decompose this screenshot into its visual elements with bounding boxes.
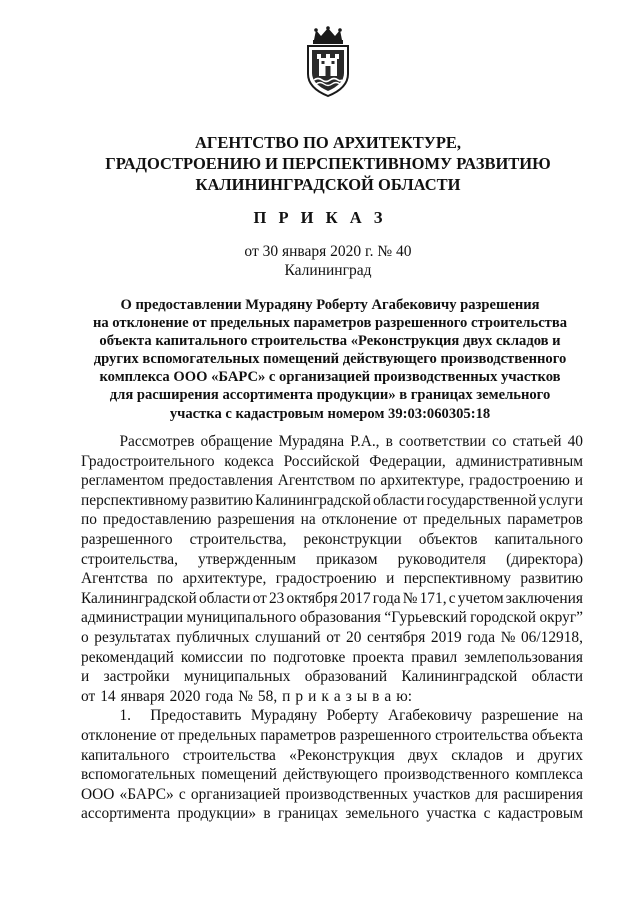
body-word: “Гурьевский — [384, 609, 467, 627]
body-word: двух — [407, 746, 438, 764]
subject-line: О предоставлении Мурадяну Роберту Агабековичу разрешения — [120, 297, 540, 313]
body-word: ООО — [81, 785, 115, 803]
body-word: развитию — [190, 491, 253, 509]
subject-line: комплекса ООО «БАРС» с организацией производственных участков — [99, 369, 561, 386]
body-word: застройки — [103, 668, 170, 686]
body-word: области — [531, 668, 583, 686]
body-line — [81, 491, 583, 511]
body-line — [81, 510, 583, 530]
body-word: «Реконструкция — [289, 746, 395, 764]
body-word: (директора) — [506, 550, 583, 568]
body-word: области — [198, 589, 251, 607]
body-word: Калининградской — [401, 668, 518, 686]
body-line — [81, 648, 583, 668]
body-word: октября — [286, 589, 338, 607]
body-word: по — [157, 570, 174, 588]
body-line — [81, 746, 583, 766]
body-word: капитального — [81, 746, 170, 764]
body-word: строительства — [182, 746, 276, 764]
order-subject — [70, 296, 590, 423]
body-word: заключения — [505, 589, 583, 607]
body-word: соответствии — [398, 433, 486, 450]
body-word: о — [81, 628, 89, 646]
body-line — [81, 452, 583, 472]
body-word: руководителя — [397, 550, 486, 568]
order-city: Калининград — [284, 262, 372, 279]
body-word: перспективному — [81, 491, 189, 509]
body-word: проекта — [352, 648, 405, 666]
body-word: от — [81, 687, 96, 705]
body-word: разрешения — [217, 511, 295, 529]
body-word: рекомендаций — [81, 648, 174, 666]
body-line — [81, 530, 583, 550]
body-word: земельного — [345, 805, 420, 823]
body-line — [81, 628, 583, 648]
body-word: реконструкции — [303, 530, 402, 548]
body-word: года — [467, 628, 496, 646]
body-line — [81, 706, 583, 726]
body-word: администрации — [81, 609, 184, 627]
body-word: регламентом — [81, 472, 165, 490]
body-word: вспомогательных — [81, 766, 196, 784]
body-word: года — [372, 589, 401, 607]
body-word: с — [448, 589, 456, 607]
body-word: 06/12918, — [520, 628, 583, 646]
body-word: области — [373, 491, 425, 509]
body-word: и — [81, 668, 90, 686]
body-word: ы — [356, 687, 368, 705]
body-word: комплекса — [515, 766, 583, 784]
subject-line: объекта капитального строительства «Реконструкция двух складов и — [99, 333, 561, 350]
body-word: землепользования — [464, 648, 583, 666]
subject-line: других вспомогательных помещений действующего производственного — [93, 351, 567, 368]
body-word: разрешение — [481, 707, 559, 725]
body-word: по — [359, 472, 376, 490]
body-line — [81, 667, 583, 687]
body-line — [81, 569, 583, 589]
body-word: Мурадяна — [278, 433, 345, 450]
body-word: предельных — [178, 726, 257, 744]
body-word: 171, — [419, 589, 447, 607]
body-word: к — [321, 687, 329, 705]
body-word: с — [483, 805, 491, 823]
subject-line: на отклонение от предельных параметров разрешенного строительства — [92, 315, 568, 332]
body-word: ю: — [396, 687, 413, 705]
body-word: от — [160, 726, 175, 744]
body-word: городской — [470, 609, 537, 627]
body-line — [81, 804, 583, 824]
body-word: градостроению — [469, 472, 570, 490]
body-word: 58, — [257, 687, 278, 705]
body-word: слушаний — [254, 628, 321, 646]
body-word: публичных — [176, 628, 250, 646]
body-line — [81, 687, 583, 707]
body-word: строительства, — [81, 550, 178, 568]
agency-name — [80, 132, 576, 195]
body-word: действующего — [283, 766, 378, 784]
body-word: других — [537, 746, 583, 764]
body-word: Рассмотрев — [81, 433, 195, 450]
body-word: предоставлению — [102, 511, 212, 529]
body-word: 23 — [268, 589, 285, 607]
agency-line: ГРАДОСТРОЕНИЮ И ПЕРСПЕКТИВНОМУ РАЗВИТИЮ — [105, 154, 551, 173]
body-word: муниципального — [186, 609, 297, 627]
body-word: и — [308, 687, 317, 705]
body-word: в — [385, 433, 393, 450]
body-word: от — [326, 628, 341, 646]
body-word: 2017 — [339, 589, 371, 607]
body-word: для — [475, 785, 499, 803]
body-word: Агабековичу — [387, 707, 473, 725]
body-word: п — [282, 687, 291, 705]
body-word: кадастровым — [497, 805, 583, 823]
body-word: 2019 — [430, 628, 462, 646]
order-title: П Р И К А З — [253, 208, 387, 227]
body-word: и — [574, 472, 583, 490]
order-date-block — [200, 242, 456, 280]
body-line — [81, 471, 583, 491]
body-word: января — [120, 687, 165, 705]
body-word: на — [567, 707, 583, 725]
body-word: разрешенного — [81, 530, 173, 548]
body-word: отклонение — [81, 726, 157, 744]
body-word: в — [372, 687, 380, 705]
body-word: р — [295, 687, 304, 705]
subject-line: участка с кадастровым номером 39:03:060305:18 — [169, 405, 491, 422]
body-line — [81, 589, 583, 609]
body-word: от — [402, 511, 418, 529]
body-word: комиссии — [180, 648, 244, 666]
body-word: правил — [411, 648, 458, 666]
body-word: № — [500, 628, 516, 646]
body-word: градостроению — [275, 570, 377, 588]
body-word: статьей — [512, 433, 562, 450]
body-word: помещений — [201, 766, 278, 784]
body-word: перспективному — [403, 570, 511, 588]
body-word: кодекса — [224, 452, 274, 470]
body-word: государственной — [426, 491, 537, 509]
body-word: строительства, — [189, 530, 287, 548]
body-word: административным — [455, 452, 583, 470]
body-word: по — [250, 648, 267, 666]
body-word: с — [178, 785, 186, 803]
body-word: отклонение — [321, 511, 398, 529]
body-word: Мурадяну — [250, 707, 318, 725]
body-word: образования — [299, 609, 381, 627]
body-word: границах — [277, 805, 339, 823]
body-word: архитектуре, — [182, 570, 267, 588]
body-word: «БАРС» — [119, 785, 174, 803]
body-word: образований — [304, 668, 388, 686]
body-word: 40 — [567, 433, 583, 450]
body-word: на — [300, 511, 316, 529]
body-word: предоставления — [168, 472, 274, 490]
body-word: объектов — [418, 530, 478, 548]
body-word: участка — [426, 805, 477, 823]
order-body — [81, 432, 583, 824]
body-word: подготовке — [273, 648, 346, 666]
body-word: Агентством — [277, 472, 355, 490]
body-word: в — [263, 805, 271, 823]
agency-line: КАЛИНИНГРАДСКОЙ ОБЛАСТИ — [195, 175, 461, 194]
body-word: а — [333, 687, 341, 705]
body-word: Р.А., — [350, 433, 380, 450]
agency-line: АГЕНТСТВО ПО АРХИТЕКТУРЕ, — [194, 133, 462, 152]
body-word: расширения — [503, 785, 583, 803]
body-word: Градостроительного — [81, 452, 215, 470]
body-word: организацией — [190, 785, 281, 803]
body-word: 20 — [346, 628, 362, 646]
body-word: разрешенного — [339, 726, 432, 744]
body-word: параметров — [507, 511, 583, 529]
body-word: 14 — [100, 687, 116, 705]
body-word: сентября — [366, 628, 426, 646]
body-word: архитектуре, — [380, 472, 465, 490]
body-word: ассортимента — [81, 805, 171, 823]
body-word: Калининградской — [81, 589, 197, 607]
body-word: складов — [451, 746, 503, 764]
body-word: производственного — [383, 766, 510, 784]
body-line — [81, 550, 583, 570]
body-word: 1. Предоставить — [81, 707, 242, 725]
body-word: продукции» — [177, 805, 257, 823]
body-word: результатах — [94, 628, 171, 646]
body-word: года — [205, 687, 234, 705]
body-word: и — [386, 570, 395, 588]
body-word: муниципальных — [183, 668, 291, 686]
body-word: и — [516, 746, 525, 764]
body-word: Российской — [283, 452, 360, 470]
body-word: строительства — [435, 726, 529, 744]
body-word: от — [252, 589, 267, 607]
body-word: округ” — [539, 609, 583, 627]
body-word: Агентства — [81, 570, 148, 588]
body-word: развитию — [520, 570, 583, 588]
body-word: обращение — [200, 433, 273, 450]
body-word: параметров — [260, 726, 336, 744]
body-word: № — [402, 589, 418, 607]
body-line — [81, 608, 583, 628]
body-word: утвержденным — [198, 550, 297, 568]
coat-of-arms-icon — [302, 26, 354, 98]
body-word: 2020 — [169, 687, 201, 705]
body-word: со — [491, 433, 507, 450]
body-word: производственных — [285, 785, 408, 803]
body-word: учетом — [457, 589, 504, 607]
body-word: з — [345, 687, 352, 705]
body-word: участков — [412, 785, 471, 803]
body-word: по — [81, 511, 97, 529]
body-word: предельных — [423, 511, 502, 529]
order-date: от 30 января 2020 г. № 40 — [244, 243, 412, 260]
body-word: объекта — [532, 726, 583, 744]
body-word: Федерации, — [369, 452, 446, 470]
body-word: № — [238, 687, 253, 705]
body-word: а — [384, 687, 392, 705]
body-word: Калининградской — [255, 491, 371, 509]
body-word: Роберту — [326, 707, 379, 725]
body-word: приказом — [316, 550, 378, 568]
body-word: услуги — [538, 491, 583, 509]
subject-line: для расширения ассортимента продукции» в границах земельного — [109, 387, 551, 404]
body-line — [81, 765, 583, 785]
body-line — [81, 785, 583, 805]
body-line — [81, 432, 583, 452]
body-word: капитального — [494, 530, 583, 548]
body-line — [81, 726, 583, 746]
